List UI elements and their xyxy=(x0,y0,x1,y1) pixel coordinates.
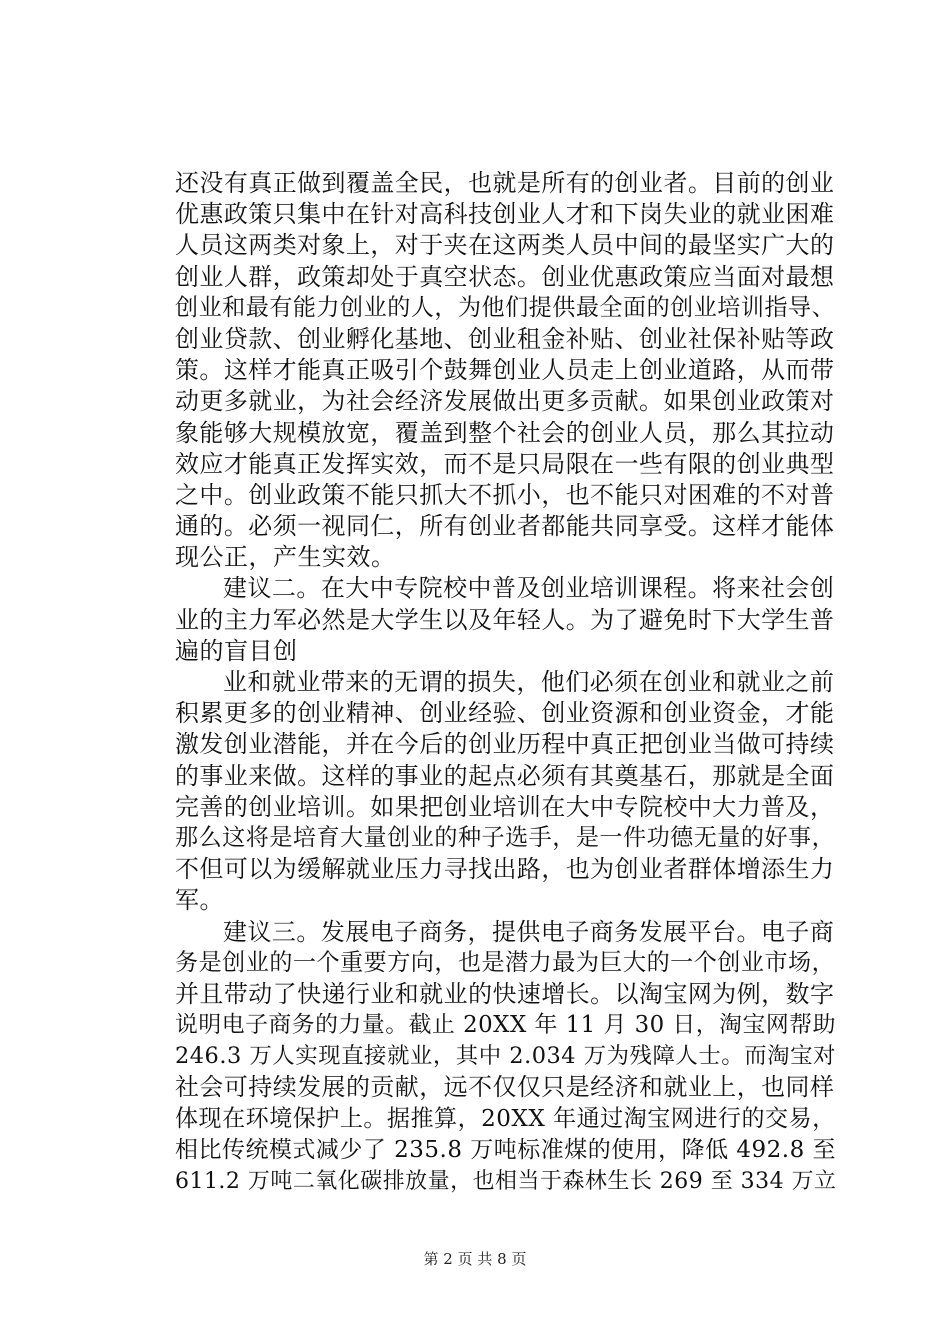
text-line: 并且带动了快递行业和就业的快速增长。以淘宝网为例，数字 xyxy=(175,979,835,1008)
text-line: 体现在环境保护上。据推算，20XX 年通过淘宝网进行的交易， xyxy=(175,1105,836,1132)
text-line: 创业人群，政策却处于真空状态。创业优惠政策应当面对最想 xyxy=(175,262,835,291)
text-line: 象能够大规模放宽，覆盖到整个社会的创业人员，那么其拉动 xyxy=(175,418,835,447)
text-line: 611.2 万吨二氧化碳排放量，也相当于森林生长 269 至 334 万立 xyxy=(175,1169,837,1194)
text-line: 优惠政策只集中在针对高科技创业人才和下岗失业的就业困难 xyxy=(175,200,835,229)
text-line: 业的主力军必然是大学生以及年轻人。为了避免时下大学生普 xyxy=(175,605,835,634)
text-line: 那么这将是培育大量创业的种子选手，是一件功德无量的好事， xyxy=(175,824,836,851)
text-line: 务是创业的一个重要方向，也是潜力最为巨大的一个创业市场， xyxy=(175,949,836,976)
text-line: 通的。必须一视同仁，所有创业者都能共同享受。这样才能体 xyxy=(175,512,835,541)
text-line: 不但可以为缓解就业压力寻找出路，也为创业者群体增添生力 xyxy=(175,855,835,884)
text-line: 业和就业带来的无谓的损失，他们必须在创业和就业之前 xyxy=(223,668,835,696)
text-line: 创业和最有能力创业的人，为他们提供最全面的创业培训指导、 xyxy=(175,294,836,321)
text-line: 创业贷款、创业孵化基地、创业租金补贴、创业社保补贴等政 xyxy=(175,324,835,353)
text-line: 激发创业潜能，并在今后的创业历程中真正把创业当做可持续 xyxy=(175,730,835,759)
text-line: 社会可持续发展的贡献，远不仅仅只是经济和就业上，也同样 xyxy=(175,1073,835,1102)
text-line: 之中。创业政策不能只抓大不抓小，也不能只对困难的不对普 xyxy=(175,480,835,509)
text-line: 动更多就业，为社会经济发展做出更多贡献。如果创业政策对 xyxy=(175,387,835,416)
text-line: 相比传统模式减少了 235.8 万吨标准煤的使用，降低 492.8 至 xyxy=(175,1136,836,1163)
text-line: 246.3 万人实现直接就业，其中 2.034 万为残障人士。而淘宝对 xyxy=(175,1043,836,1070)
page-footer: 第 2 页 共 8 页 xyxy=(423,1250,527,1268)
text-line: 还没有真正做到覆盖全民，也就是所有的创业者。目前的创业 xyxy=(175,169,835,197)
text-line: 效应才能真正发挥实效，而不是只局限在一些有限的创业典型 xyxy=(175,449,835,478)
text-line: 说明电子商务的力量。截止 20XX 年 11 月 30 日，淘宝网帮助 xyxy=(175,1012,836,1039)
text-line: 现公正，产生实效。 xyxy=(175,543,396,572)
document-body xyxy=(175,168,835,1197)
text-line: 人员这两类对象上，对于夹在这两类人员中间的最坚实广大的 xyxy=(175,231,835,260)
text-line: 军。 xyxy=(175,886,224,915)
text-line: 完善的创业培训。如果把创业培训在大中专院校中大力普及， xyxy=(175,792,835,821)
text-line: 的事业来做。这样的事业的起点必须有其奠基石，那就是全面 xyxy=(175,761,835,790)
text-line: 建议三。发展电子商务，提供电子商务发展平台。电子商 xyxy=(223,917,835,946)
text-line: 积累更多的创业精神、创业经验、创业资源和创业资金，才能 xyxy=(175,699,835,728)
text-line: 遍的盲目创 xyxy=(175,636,298,665)
text-line: 策。这样才能真正吸引个鼓舞创业人员走上创业道路，从而带 xyxy=(175,356,835,385)
text-line: 建议二。在大中专院校中普及创业培训课程。将来社会创 xyxy=(223,574,835,603)
